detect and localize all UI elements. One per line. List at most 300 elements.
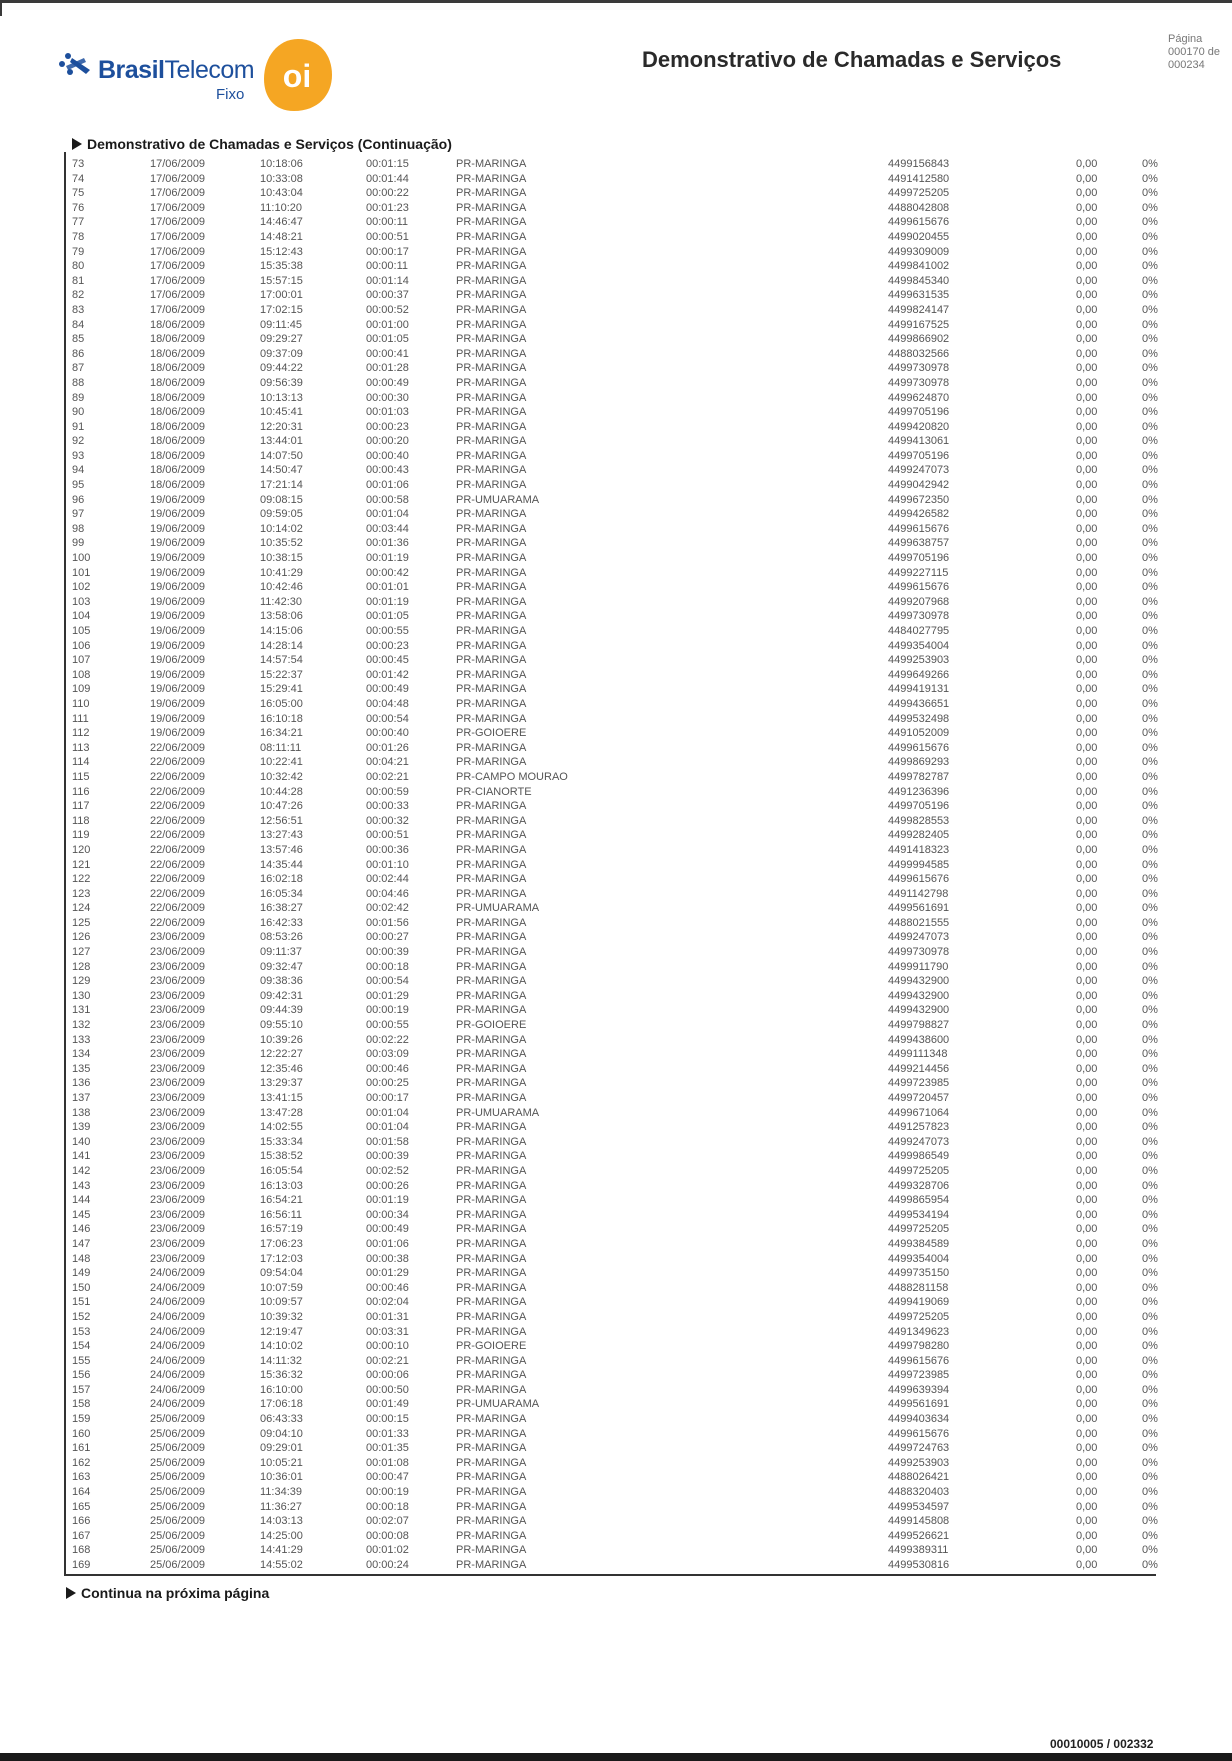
call-number: 4499725205: [888, 1223, 950, 1236]
call-value: 0,00: [1076, 668, 1098, 681]
call-index: 76: [72, 201, 85, 214]
call-index: 132: [72, 1019, 91, 1032]
call-number: 4499724763: [888, 1442, 950, 1455]
table-row: [0, 259, 1232, 274]
table-row: [0, 916, 1232, 931]
call-number: 4499615676: [888, 581, 950, 594]
call-number: 4499354004: [888, 639, 950, 652]
call-date: 23/06/2009: [150, 975, 206, 988]
brasil-telecom-logo-icon: [58, 50, 94, 80]
call-value: 0,00: [1076, 201, 1098, 214]
table-row: [0, 172, 1232, 187]
call-time: 12:19:47: [260, 1325, 303, 1338]
call-number: 4499638757: [888, 537, 950, 550]
call-time: 16:05:34: [260, 887, 303, 900]
call-number: 4499705196: [888, 406, 950, 419]
call-percent: 0%: [1142, 975, 1158, 988]
call-duration: 00:03:09: [366, 1048, 409, 1061]
call-index: 163: [72, 1471, 91, 1484]
call-value: 0,00: [1076, 566, 1098, 579]
call-index: 127: [72, 946, 91, 959]
table-row: [0, 1427, 1232, 1442]
call-time: 09:44:39: [260, 1004, 303, 1017]
call-date: 24/06/2009: [150, 1267, 206, 1280]
table-row: [0, 1500, 1232, 1515]
call-number: 4499253903: [888, 1456, 950, 1469]
call-duration: 00:01:05: [366, 610, 409, 623]
call-value: 0,00: [1076, 595, 1098, 608]
document-code: 00010005 / 002332: [1050, 1737, 1154, 1751]
call-percent: 0%: [1142, 858, 1158, 871]
call-date: 18/06/2009: [150, 376, 206, 389]
call-duration: 00:00:49: [366, 1223, 409, 1236]
table-row: [0, 361, 1232, 376]
call-time: 11:34:39: [260, 1486, 303, 1499]
call-percent: 0%: [1142, 347, 1158, 360]
call-time: 12:35:46: [260, 1062, 303, 1075]
call-number: 4499730978: [888, 610, 950, 623]
call-number: 4499426582: [888, 508, 950, 521]
table-row: [0, 1179, 1232, 1194]
call-date: 17/06/2009: [150, 187, 206, 200]
call-date: 25/06/2009: [150, 1515, 206, 1528]
call-time: 10:13:13: [260, 391, 303, 404]
call-duration: 00:02:52: [366, 1164, 409, 1177]
call-date: 18/06/2009: [150, 333, 206, 346]
call-location: PR-MARINGA: [456, 1223, 527, 1236]
call-index: 87: [72, 362, 85, 375]
table-row: [0, 1208, 1232, 1223]
call-date: 19/06/2009: [150, 639, 206, 652]
call-number: 4499845340: [888, 274, 950, 287]
table-row: [0, 1470, 1232, 1485]
call-value: 0,00: [1076, 1106, 1098, 1119]
call-percent: 0%: [1142, 289, 1158, 302]
call-location: PR-MARINGA: [456, 1121, 527, 1134]
table-row: [0, 1106, 1232, 1121]
call-value: 0,00: [1076, 1442, 1098, 1455]
call-location: PR-UMUARAMA: [456, 902, 540, 915]
call-time: 15:29:41: [260, 683, 303, 696]
call-percent: 0%: [1142, 843, 1158, 856]
call-date: 19/06/2009: [150, 581, 206, 594]
call-date: 25/06/2009: [150, 1456, 206, 1469]
call-date: 22/06/2009: [150, 902, 206, 915]
call-location: PR-MARINGA: [456, 1164, 527, 1177]
call-number: 4499866902: [888, 333, 950, 346]
call-index: 106: [72, 639, 91, 652]
call-value: 0,00: [1076, 1062, 1098, 1075]
call-index: 102: [72, 581, 91, 594]
call-percent: 0%: [1142, 814, 1158, 827]
call-duration: 00:01:05: [366, 333, 409, 346]
call-location: PR-MARINGA: [456, 245, 527, 258]
call-value: 0,00: [1076, 1004, 1098, 1017]
call-location: PR-MARINGA: [456, 1325, 527, 1338]
call-time: 13:29:37: [260, 1077, 303, 1090]
call-percent: 0%: [1142, 1486, 1158, 1499]
call-value: 0,00: [1076, 1515, 1098, 1528]
call-index: 166: [72, 1515, 91, 1528]
call-percent: 0%: [1142, 1004, 1158, 1017]
call-date: 17/06/2009: [150, 303, 206, 316]
table-row: [0, 1091, 1232, 1106]
call-duration: 00:01:56: [366, 916, 409, 929]
call-index: 167: [72, 1529, 91, 1542]
table-row: [0, 347, 1232, 362]
call-duration: 00:00:50: [366, 1383, 409, 1396]
call-percent: 0%: [1142, 1456, 1158, 1469]
table-row: [0, 1325, 1232, 1340]
call-date: 22/06/2009: [150, 800, 206, 813]
call-percent: 0%: [1142, 449, 1158, 462]
call-duration: 00:00:51: [366, 230, 409, 243]
call-value: 0,00: [1076, 333, 1098, 346]
call-index: 78: [72, 230, 85, 243]
call-duration: 00:00:58: [366, 493, 409, 506]
table-row: [0, 1120, 1232, 1135]
call-time: 10:14:02: [260, 522, 303, 535]
call-date: 17/06/2009: [150, 245, 206, 258]
call-index: 150: [72, 1281, 91, 1294]
call-time: 15:12:43: [260, 245, 303, 258]
table-row: [0, 682, 1232, 697]
call-date: 23/06/2009: [150, 1194, 206, 1207]
call-location: PR-UMUARAMA: [456, 1106, 540, 1119]
call-duration: 00:01:42: [366, 668, 409, 681]
call-date: 18/06/2009: [150, 464, 206, 477]
call-duration: 00:00:20: [366, 435, 409, 448]
call-index: 92: [72, 435, 85, 448]
call-duration: 00:01:28: [366, 362, 409, 375]
call-duration: 00:02:21: [366, 770, 409, 783]
call-value: 0,00: [1076, 1281, 1098, 1294]
brand-name: BrasilTelecom: [98, 56, 255, 84]
table-row: [0, 507, 1232, 522]
call-percent: 0%: [1142, 1340, 1158, 1353]
call-date: 23/06/2009: [150, 1077, 206, 1090]
call-number: 4499561691: [888, 902, 950, 915]
call-index: 162: [72, 1456, 91, 1469]
call-date: 17/06/2009: [150, 230, 206, 243]
call-number: 4499207968: [888, 595, 950, 608]
call-date: 23/06/2009: [150, 1048, 206, 1061]
call-time: 17:06:23: [260, 1237, 303, 1250]
call-value: 0,00: [1076, 683, 1098, 696]
call-date: 22/06/2009: [150, 770, 206, 783]
call-location: PR-MARINGA: [456, 552, 527, 565]
call-time: 08:53:26: [260, 931, 303, 944]
call-percent: 0%: [1142, 770, 1158, 783]
call-percent: 0%: [1142, 1223, 1158, 1236]
call-location: PR-MARINGA: [456, 1486, 527, 1499]
call-duration: 00:00:59: [366, 785, 409, 798]
call-number: 4499720457: [888, 1092, 950, 1104]
call-number: 4488281158: [888, 1281, 949, 1294]
call-duration: 00:04:21: [366, 756, 409, 769]
call-location: PR-MARINGA: [456, 1004, 527, 1017]
call-number: 4499986549: [888, 1150, 950, 1163]
call-duration: 00:00:17: [366, 1092, 409, 1104]
call-index: 93: [72, 449, 85, 462]
table-row: [0, 639, 1232, 654]
call-index: 89: [72, 391, 85, 404]
call-location: PR-MARINGA: [456, 1383, 527, 1396]
call-time: 11:42:30: [260, 595, 303, 608]
call-location: PR-MARINGA: [456, 1135, 527, 1148]
call-location: PR-GOIOERE: [456, 1340, 527, 1353]
call-number: 4499532498: [888, 712, 950, 725]
call-index: 154: [72, 1340, 91, 1353]
table-row: [0, 376, 1232, 391]
call-number: 4499723985: [888, 1077, 950, 1090]
call-index: 122: [72, 873, 91, 886]
call-date: 24/06/2009: [150, 1325, 206, 1338]
call-percent: 0%: [1142, 245, 1158, 258]
call-time: 10:44:28: [260, 785, 303, 798]
call-index: 161: [72, 1442, 91, 1455]
call-location: PR-MARINGA: [456, 1194, 527, 1207]
call-date: 24/06/2009: [150, 1398, 206, 1411]
table-row: [0, 887, 1232, 902]
call-percent: 0%: [1142, 668, 1158, 681]
call-index: 144: [72, 1194, 91, 1207]
call-duration: 00:00:30: [366, 391, 409, 404]
call-location: PR-MARINGA: [456, 289, 527, 302]
table-row: [0, 215, 1232, 230]
call-time: 10:33:08: [260, 172, 303, 185]
call-percent: 0%: [1142, 1208, 1158, 1221]
call-value: 0,00: [1076, 1296, 1098, 1309]
call-duration: 00:00:45: [366, 654, 409, 667]
call-percent: 0%: [1142, 902, 1158, 915]
call-value: 0,00: [1076, 858, 1098, 871]
table-row: [0, 1033, 1232, 1048]
call-percent: 0%: [1142, 1559, 1158, 1571]
call-number: 4499994585: [888, 858, 950, 871]
call-index: 115: [72, 770, 90, 783]
call-duration: 00:02:42: [366, 902, 409, 915]
call-number: 4499730978: [888, 946, 950, 959]
call-value: 0,00: [1076, 814, 1098, 827]
call-number: 4499615676: [888, 741, 950, 754]
call-time: 14:48:21: [260, 230, 303, 243]
table-row: [0, 1047, 1232, 1062]
call-index: 100: [72, 552, 91, 565]
call-index: 111: [72, 712, 89, 725]
call-duration: 00:01:02: [366, 1544, 409, 1557]
call-percent: 0%: [1142, 916, 1158, 929]
call-duration: 00:00:25: [366, 1077, 409, 1090]
call-percent: 0%: [1142, 1062, 1158, 1075]
table-row: [0, 843, 1232, 858]
call-index: 158: [72, 1398, 91, 1411]
call-value: 0,00: [1076, 1223, 1098, 1236]
call-number: 4499725205: [888, 1164, 950, 1177]
call-location: PR-MARINGA: [456, 595, 527, 608]
call-value: 0,00: [1076, 610, 1098, 623]
triangle-bullet-icon: [66, 1587, 76, 1599]
call-date: 23/06/2009: [150, 1062, 206, 1075]
call-value: 0,00: [1076, 464, 1098, 477]
table-row: [0, 712, 1232, 727]
call-duration: 00:01:49: [366, 1398, 409, 1411]
call-index: 164: [72, 1486, 91, 1499]
call-location: PR-UMUARAMA: [456, 493, 540, 506]
call-value: 0,00: [1076, 391, 1098, 404]
table-row: [0, 551, 1232, 566]
table-row: [0, 186, 1232, 201]
call-time: 13:44:01: [260, 435, 303, 448]
call-percent: 0%: [1142, 1092, 1158, 1104]
call-value: 0,00: [1076, 303, 1098, 316]
call-date: 23/06/2009: [150, 1033, 206, 1046]
table-row: [0, 609, 1232, 624]
call-date: 22/06/2009: [150, 814, 206, 827]
call-duration: 00:00:27: [366, 931, 409, 944]
call-duration: 00:00:19: [366, 1004, 409, 1017]
call-percent: 0%: [1142, 522, 1158, 535]
call-date: 23/06/2009: [150, 989, 206, 1002]
call-time: 14:02:55: [260, 1121, 303, 1134]
call-time: 16:02:18: [260, 873, 303, 886]
call-date: 17/06/2009: [150, 172, 206, 185]
call-time: 10:39:32: [260, 1310, 303, 1323]
table-row: [0, 858, 1232, 873]
call-duration: 00:01:58: [366, 1135, 409, 1148]
call-index: 130: [72, 989, 91, 1002]
table-row: [0, 1441, 1232, 1456]
call-duration: 00:00:11: [366, 260, 409, 273]
call-percent: 0%: [1142, 946, 1158, 959]
call-percent: 0%: [1142, 1325, 1158, 1338]
call-number: 4499309009: [888, 245, 950, 258]
call-percent: 0%: [1142, 435, 1158, 448]
call-index: 83: [72, 303, 85, 316]
call-number: 4499671064: [888, 1106, 950, 1119]
call-number: 4499624870: [888, 391, 950, 404]
call-location: PR-MARINGA: [456, 1208, 527, 1221]
call-number: 4499389311: [888, 1544, 949, 1557]
call-index: 91: [72, 420, 85, 433]
call-index: 151: [72, 1296, 91, 1309]
call-time: 16:34:21: [260, 727, 303, 740]
call-location: PR-MARINGA: [456, 1413, 527, 1426]
call-percent: 0%: [1142, 260, 1158, 273]
table-row: [0, 1018, 1232, 1033]
call-duration: 00:02:04: [366, 1296, 409, 1309]
call-value: 0,00: [1076, 449, 1098, 462]
call-percent: 0%: [1142, 1135, 1158, 1148]
call-time: 14:50:47: [260, 464, 303, 477]
call-number: 4499328706: [888, 1179, 950, 1192]
table-row: [0, 1543, 1232, 1558]
call-number: 4499672350: [888, 493, 950, 506]
call-date: 19/06/2009: [150, 683, 206, 696]
call-location: PR-MARINGA: [456, 683, 527, 696]
call-duration: 00:01:19: [366, 595, 409, 608]
call-value: 0,00: [1076, 158, 1098, 170]
call-date: 19/06/2009: [150, 552, 206, 565]
call-index: 96: [72, 493, 85, 506]
call-number: 4499167525: [888, 318, 950, 331]
call-duration: 00:00:41: [366, 347, 409, 360]
call-time: 10:32:42: [260, 770, 303, 783]
call-percent: 0%: [1142, 1281, 1158, 1294]
call-duration: 00:03:31: [366, 1325, 409, 1338]
call-index: 90: [72, 406, 85, 419]
call-value: 0,00: [1076, 785, 1098, 798]
call-date: 23/06/2009: [150, 1150, 206, 1163]
call-number: 4499413061: [888, 435, 950, 448]
call-index: 95: [72, 479, 85, 492]
call-percent: 0%: [1142, 1354, 1158, 1367]
call-time: 15:22:37: [260, 668, 303, 681]
call-location: PR-GOIOERE: [456, 727, 527, 740]
call-location: PR-MARINGA: [456, 406, 527, 419]
call-date: 19/06/2009: [150, 625, 206, 637]
call-number: 4499615676: [888, 522, 950, 535]
call-location: PR-MARINGA: [456, 537, 527, 550]
call-time: 12:20:31: [260, 420, 303, 433]
call-index: 123: [72, 887, 91, 900]
call-index: 97: [72, 508, 85, 521]
call-value: 0,00: [1076, 508, 1098, 521]
table-row: [0, 580, 1232, 595]
call-number: 4499725205: [888, 1310, 950, 1323]
call-number: 4499824147: [888, 303, 950, 316]
table-row: [0, 493, 1232, 508]
call-index: 157: [72, 1383, 91, 1396]
table-row: [0, 332, 1232, 347]
table-row: [0, 391, 1232, 406]
call-time: 16:05:00: [260, 697, 303, 710]
call-time: 10:18:06: [260, 158, 303, 170]
table-row: [0, 799, 1232, 814]
call-duration: 00:00:34: [366, 1208, 409, 1221]
call-date: 22/06/2009: [150, 829, 206, 842]
call-value: 0,00: [1076, 1092, 1098, 1104]
call-number: 4499526621: [888, 1529, 950, 1542]
call-time: 14:11:32: [260, 1354, 303, 1367]
call-date: 22/06/2009: [150, 843, 206, 856]
call-location: PR-MARINGA: [456, 1150, 527, 1163]
call-value: 0,00: [1076, 1121, 1098, 1134]
table-row: [0, 595, 1232, 610]
call-value: 0,00: [1076, 435, 1098, 448]
call-number: 4499911790: [888, 960, 949, 973]
page-number: 000170 de: [1168, 46, 1220, 58]
call-number: 4491257823: [888, 1121, 950, 1134]
call-number: 4499828553: [888, 814, 950, 827]
call-time: 16:57:19: [260, 1223, 303, 1236]
table-row: [0, 1383, 1232, 1398]
call-time: 13:57:46: [260, 843, 303, 856]
table-row: [0, 1252, 1232, 1267]
call-value: 0,00: [1076, 960, 1098, 973]
call-index: 98: [72, 522, 85, 535]
call-duration: 00:01:06: [366, 1237, 409, 1250]
call-percent: 0%: [1142, 362, 1158, 375]
call-time: 17:21:14: [260, 479, 303, 492]
call-number: 4499841002: [888, 260, 950, 273]
table-row: [0, 1558, 1232, 1573]
call-location: PR-MARINGA: [456, 347, 527, 360]
call-location: PR-MARINGA: [456, 1048, 527, 1061]
call-number: 4488042808: [888, 201, 950, 214]
call-value: 0,00: [1076, 1179, 1098, 1192]
call-date: 18/06/2009: [150, 391, 206, 404]
